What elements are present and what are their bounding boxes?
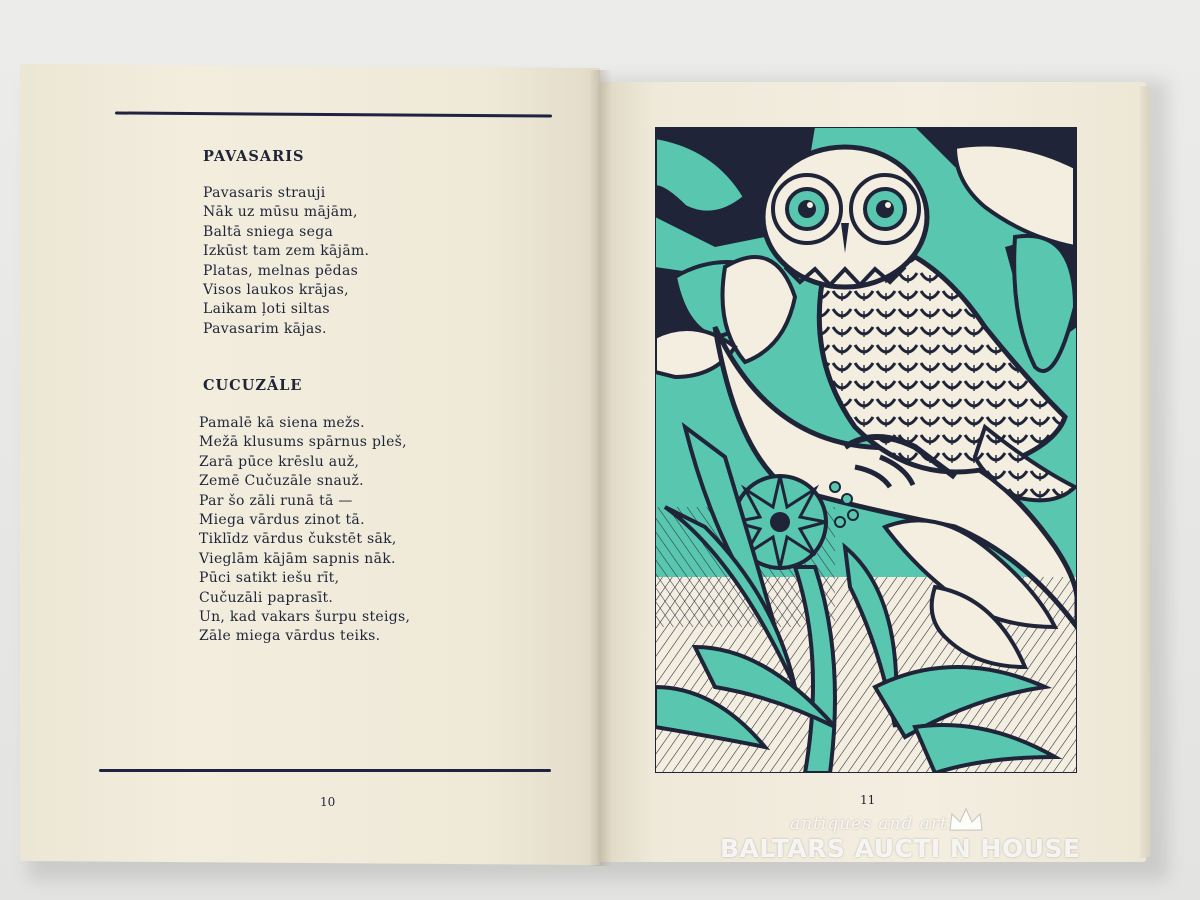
poem-line: Platas, melnas pēdas: [203, 262, 359, 279]
watermark-tagline: antiques and art: [790, 814, 948, 834]
poem-pavasaris: [203, 184, 369, 339]
poem-line: Laikam ļoti siltas: [203, 301, 330, 318]
auction-house-watermark: [720, 812, 1140, 872]
poem-line: Zāle miega vārdus teiks.: [199, 628, 381, 645]
poem-title-pavasaris: PAVASARIS: [203, 148, 305, 165]
owl-on-branch-illustration: [655, 127, 1077, 773]
watermark-name: BALTARS AUCTI N HOUSE: [720, 834, 1081, 863]
poem-line: Visos laukos krājas,: [203, 282, 349, 299]
poem-title-cucuzale: CUCUZĀLE: [203, 377, 303, 394]
poem-line: Par šo zāli runā tā —: [199, 492, 353, 509]
poem-line: Cučuzāli paprasīt.: [199, 589, 334, 606]
poem-line: Nāk uz mūsu mājām,: [203, 204, 358, 221]
page-number-right: 11: [860, 793, 876, 807]
poem-line: Tiklīdz vārdus čukstēt sāk,: [199, 531, 397, 548]
poem-line: Pamalē kā siena mežs.: [199, 415, 365, 431]
crown-icon: [948, 806, 984, 834]
poem-line: Baltā sniega sega: [203, 223, 334, 240]
poem-line: Pavasaris strauji: [203, 185, 326, 201]
page-number-left: 10: [320, 795, 336, 809]
page-edges: [1140, 86, 1150, 858]
poem-line: Zemē Cučuzāle snauž.: [199, 473, 364, 490]
book-gutter: [588, 70, 612, 866]
poem-line: Pavasarim kājas.: [203, 320, 327, 337]
poem-line: Miega vārdus zinot tā.: [199, 512, 365, 529]
poem-line: Mežā klusums spārnus pleš,: [199, 434, 407, 451]
poem-line: Zarā pūce krēslu auž,: [199, 453, 360, 470]
poem-line: Pūci satikt iešu rīt,: [199, 570, 340, 587]
poem-line: Un, kad vakars šurpu steigs,: [199, 609, 411, 626]
poem-line: Vieglām kājām sapnis nāk.: [199, 550, 396, 567]
bottom-rule: [99, 769, 551, 772]
poem-line: Izkūst tam zem kājām.: [203, 243, 370, 260]
poem-cucuzale: [199, 414, 410, 647]
